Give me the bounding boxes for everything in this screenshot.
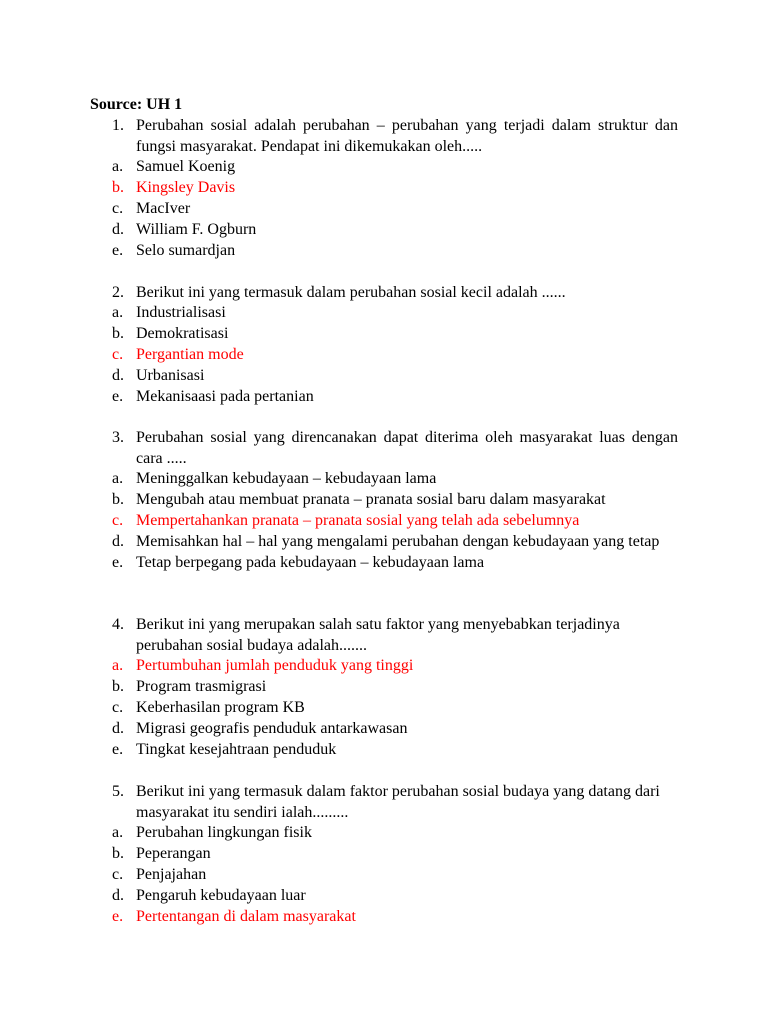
option-letter: e. [112,388,124,405]
option-c [112,864,678,885]
question-1 [112,115,678,157]
option-letter: e. [112,554,124,571]
option-letter: a. [112,824,124,841]
option-e [112,552,678,573]
option-letter: a. [112,304,124,321]
option-text: Industrialisasi [136,304,226,321]
option-letter: e. [112,242,124,259]
option-text: Pengaruh kebudayaan luar [136,887,306,904]
question-4 [112,614,678,656]
question-text: Berikut ini yang merupakan salah satu faktor yang menyebabkan terjadinya perubahan sosial budaya adalah....... [136,616,620,654]
option-letter: b. [112,179,124,196]
option-letter: d. [112,367,124,384]
source-label: Source: UH 1 [90,96,183,113]
option-c [112,510,678,531]
option-letter: a. [112,470,124,487]
option-letter: e. [112,908,124,925]
question-5 [112,781,678,823]
option-text: Pertumbuhan jumlah penduduk yang tinggi [136,657,414,674]
option-c [112,344,678,365]
option-text: Penjajahan [136,866,207,883]
option-text: William F. Ogburn [136,221,257,238]
option-letter: b. [112,491,124,508]
question-3 [112,427,678,469]
option-text: Keberhasilan program KB [136,699,305,716]
option-text: Kingsley Davis [136,179,236,196]
option-d [112,718,678,739]
option-letter: d. [112,887,124,904]
question-3-options [112,468,678,573]
option-text: Pertentangan di dalam masyarakat [136,908,356,925]
option-letter: d. [112,221,124,238]
option-text: Peperangan [136,845,211,862]
option-text: Mekanisaasi pada pertanian [136,388,314,405]
option-b [112,489,678,510]
option-b [112,323,678,344]
option-letter: c. [112,346,124,363]
option-a [112,822,678,843]
option-text: Migrasi geografis penduduk antarkawasan [136,720,408,737]
question-4-options [112,655,678,760]
option-letter: c. [112,699,124,716]
option-letter: a. [112,158,124,175]
option-text: Mempertahankan pranata – pranata sosial yang telah ada sebelumnya [136,512,580,529]
option-text: Program trasmigrasi [136,678,267,695]
question-5-options [112,822,678,927]
option-letter: c. [112,512,124,529]
question-number: 5. [112,783,124,800]
option-c [112,198,678,219]
option-b [112,843,678,864]
option-d [112,531,678,552]
question-1-options [112,156,678,261]
option-text: Tetap berpegang pada kebudayaan – kebudayaan lama [136,554,485,571]
option-b [112,177,678,198]
option-letter: b. [112,845,124,862]
option-d [112,219,678,240]
option-e [112,739,678,760]
option-e [112,906,678,927]
option-e [112,240,678,261]
option-text: Pergantian mode [136,346,244,363]
option-text: Urbanisasi [136,367,205,384]
question-number: 2. [112,284,124,301]
option-d [112,365,678,386]
question-number: 4. [112,616,124,633]
option-text: Tingkat kesejahtraan penduduk [136,741,337,758]
option-letter: d. [112,720,124,737]
option-e [112,386,678,407]
option-letter: d. [112,533,124,550]
option-letter: c. [112,200,124,217]
option-text: Memisahkan hal – hal yang mengalami perubahan dengan kebudayaan yang tetap [136,533,660,550]
option-d [112,885,678,906]
option-text: Samuel Koenig [136,158,236,175]
option-letter: b. [112,325,124,342]
option-letter: c. [112,866,124,883]
question-text: Perubahan sosial adalah perubahan – perubahan yang terjadi dalam struktur dan fungsi masyarakat. Pendapat ini dikemukakan oleh..... [136,117,678,155]
option-text: Perubahan lingkungan fisik [136,824,312,841]
question-number: 3. [112,429,124,446]
question-text: Perubahan sosial yang direncanakan dapat diterima oleh masyarakat luas dengan cara ..... [136,429,678,467]
option-letter: a. [112,657,124,674]
option-a [112,655,678,676]
option-letter: e. [112,741,124,758]
option-c [112,697,678,718]
option-b [112,676,678,697]
option-a [112,156,678,177]
question-2 [112,282,678,303]
question-text: Berikut ini yang termasuk dalam faktor perubahan sosial budaya yang datang dari masyarakat itu sendiri ialah......... [136,783,660,821]
option-text: Meninggalkan kebudayaan – kebudayaan lama [136,470,437,487]
question-number: 1. [112,117,124,134]
option-a [112,302,678,323]
option-text: Demokratisasi [136,325,229,342]
option-text: MacIver [136,200,191,217]
option-text: Selo sumardjan [136,242,236,259]
option-letter: b. [112,678,124,695]
option-a [112,468,678,489]
option-text: Mengubah atau membuat pranata – pranata sosial baru dalam masyarakat [136,491,606,508]
question-2-options [112,302,678,407]
question-text: Berikut ini yang termasuk dalam perubahan sosial kecil adalah ...... [136,284,566,301]
